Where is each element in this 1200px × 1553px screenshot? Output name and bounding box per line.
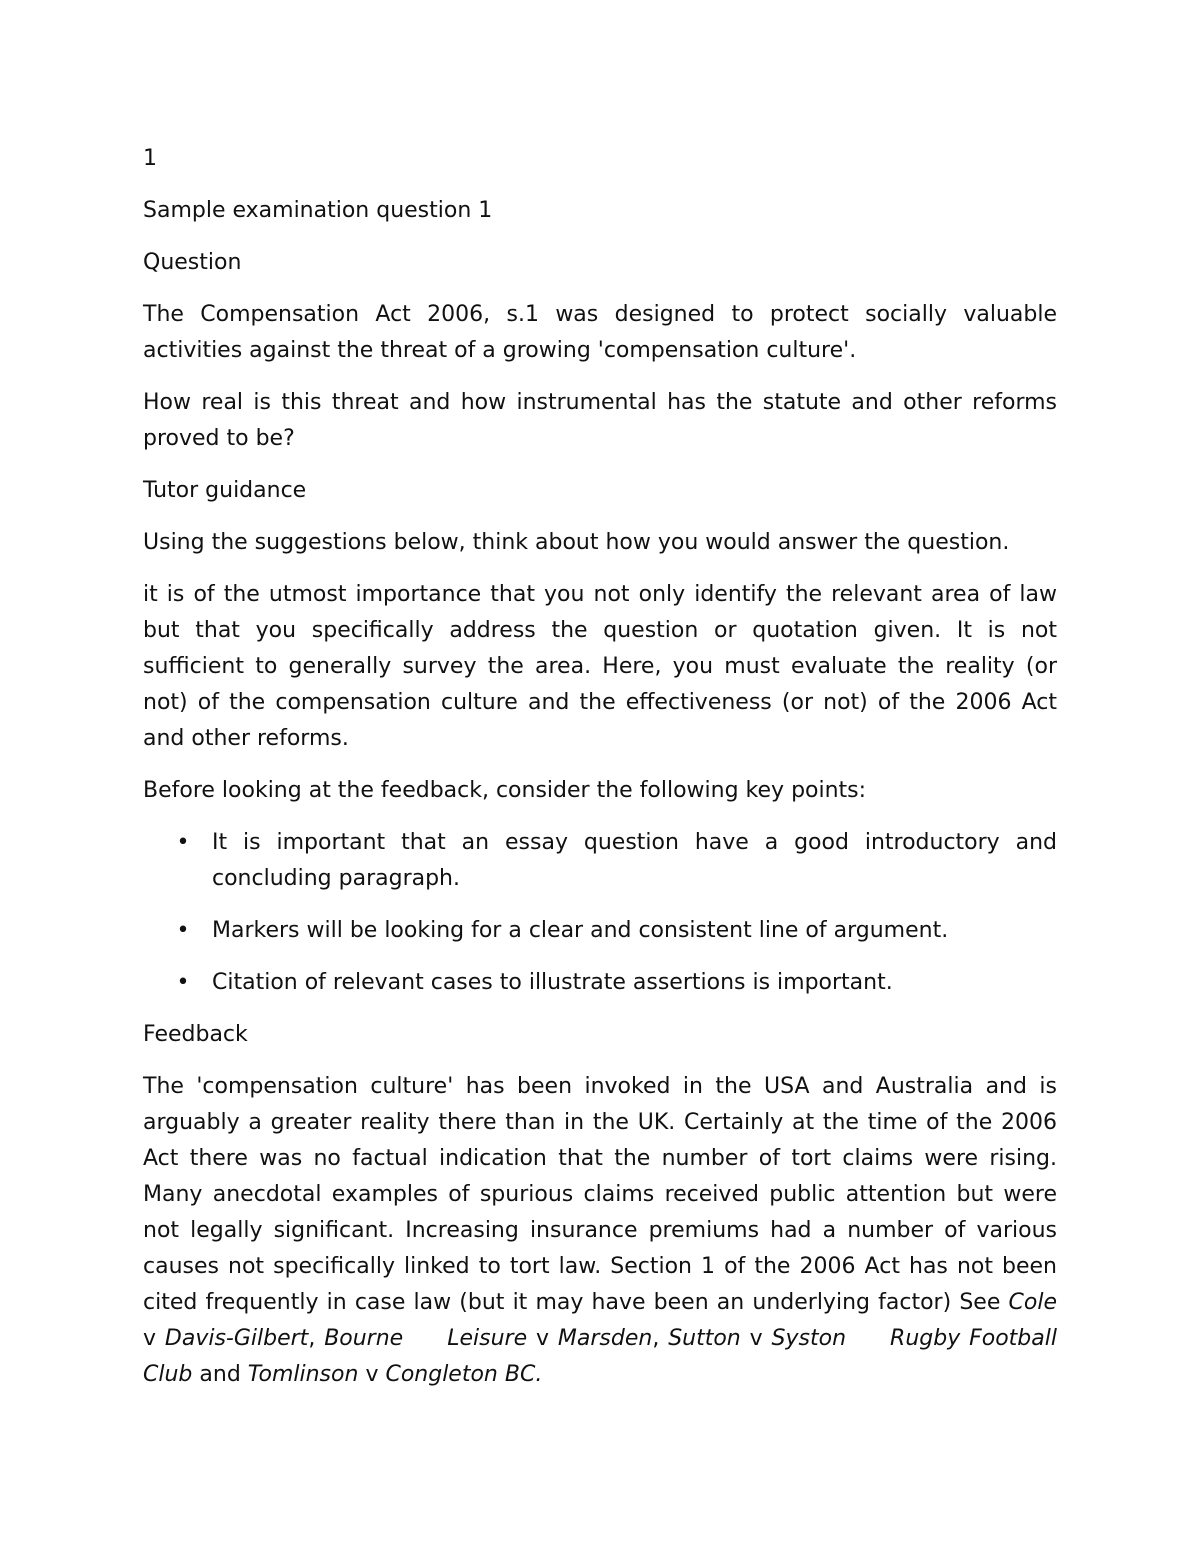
case-name: Rugby Football Club <box>143 1326 1057 1387</box>
page-number: 1 <box>143 146 157 171</box>
tutor-guidance-label: Tutor guidance <box>143 478 307 503</box>
case-name: Leisure <box>447 1326 528 1351</box>
feedback-label: Feedback <box>143 1022 248 1047</box>
feedback-text: The 'compensation culture' has been invoked in the USA and Australia and is arguably a greater reality there than in the UK. Certainly at the time of the 2006 Act there was no factual indication that the number of tort claims were rising. Many anecdotal examples of spurious claims received public attention but were not legally significant. Increasing insurance premiums had a number of various causes not specifically linked to tort law. Section 1 of the 2006 Act has not been cited frequently in case law (but it may have been an underlying factor) <box>143 1074 1057 1315</box>
punctuation: , <box>652 1326 660 1351</box>
list-item <box>143 965 1057 1001</box>
bullet-icon: • <box>176 970 190 995</box>
list-item <box>143 825 1057 897</box>
case-name: Sutton <box>668 1326 741 1351</box>
versus-word: v <box>749 1326 763 1351</box>
case-name: Cole <box>1008 1290 1057 1315</box>
see-word: See <box>959 1290 1001 1315</box>
punctuation: . <box>535 1362 543 1387</box>
feedback-body <box>143 1069 1057 1393</box>
question-label: Question <box>143 250 242 275</box>
bullet-icon: • <box>176 918 190 943</box>
question-prompt: How real is this threat and how instrumental has the statute and other reforms proved to be? <box>143 390 1057 451</box>
document-page <box>143 141 1057 1409</box>
case-name: Congleton BC <box>385 1362 536 1387</box>
bullet-icon: • <box>176 830 190 855</box>
case-name: Bourne <box>324 1326 404 1351</box>
case-name: Syston <box>771 1326 847 1351</box>
case-name: Davis-Gilbert <box>164 1326 309 1351</box>
key-points-list <box>143 825 1057 1001</box>
page-heading: Sample examination question 1 <box>143 198 493 223</box>
key-point-text: Markers will be looking for a clear and consistent line of argument. <box>212 918 949 943</box>
tutor-guidance-body: it is of the utmost importance that you not only identify the relevant area of law but that you specifically address the question or quotation given. It is not sufficient to generally survey the area. Here, you must evaluate the reality (or not) of the compensation culture and the effectiveness (or not) of the 2006 Act and other reforms. <box>143 582 1057 751</box>
versus-word: v <box>365 1362 379 1387</box>
and-word: and <box>199 1362 241 1387</box>
key-points-intro: Before looking at the feedback, consider the following key points: <box>143 778 867 803</box>
list-item <box>143 913 1057 949</box>
key-point-text: It is important that an essay question have a good introductory and concluding paragraph. <box>212 830 1057 891</box>
question-text: The Compensation Act 2006, s.1 was designed to protect socially valuable activities against the threat of a growing 'compensation culture'. <box>143 302 1057 363</box>
versus-word: v <box>143 1326 157 1351</box>
case-name: Marsden <box>557 1326 653 1351</box>
punctuation: , <box>308 1326 316 1351</box>
case-name: Tomlinson <box>247 1362 359 1387</box>
key-point-text: Citation of relevant cases to illustrate assertions is important. <box>212 970 893 995</box>
tutor-guidance-intro: Using the suggestions below, think about how you would answer the question. <box>143 530 1010 555</box>
versus-word: v <box>535 1326 550 1351</box>
